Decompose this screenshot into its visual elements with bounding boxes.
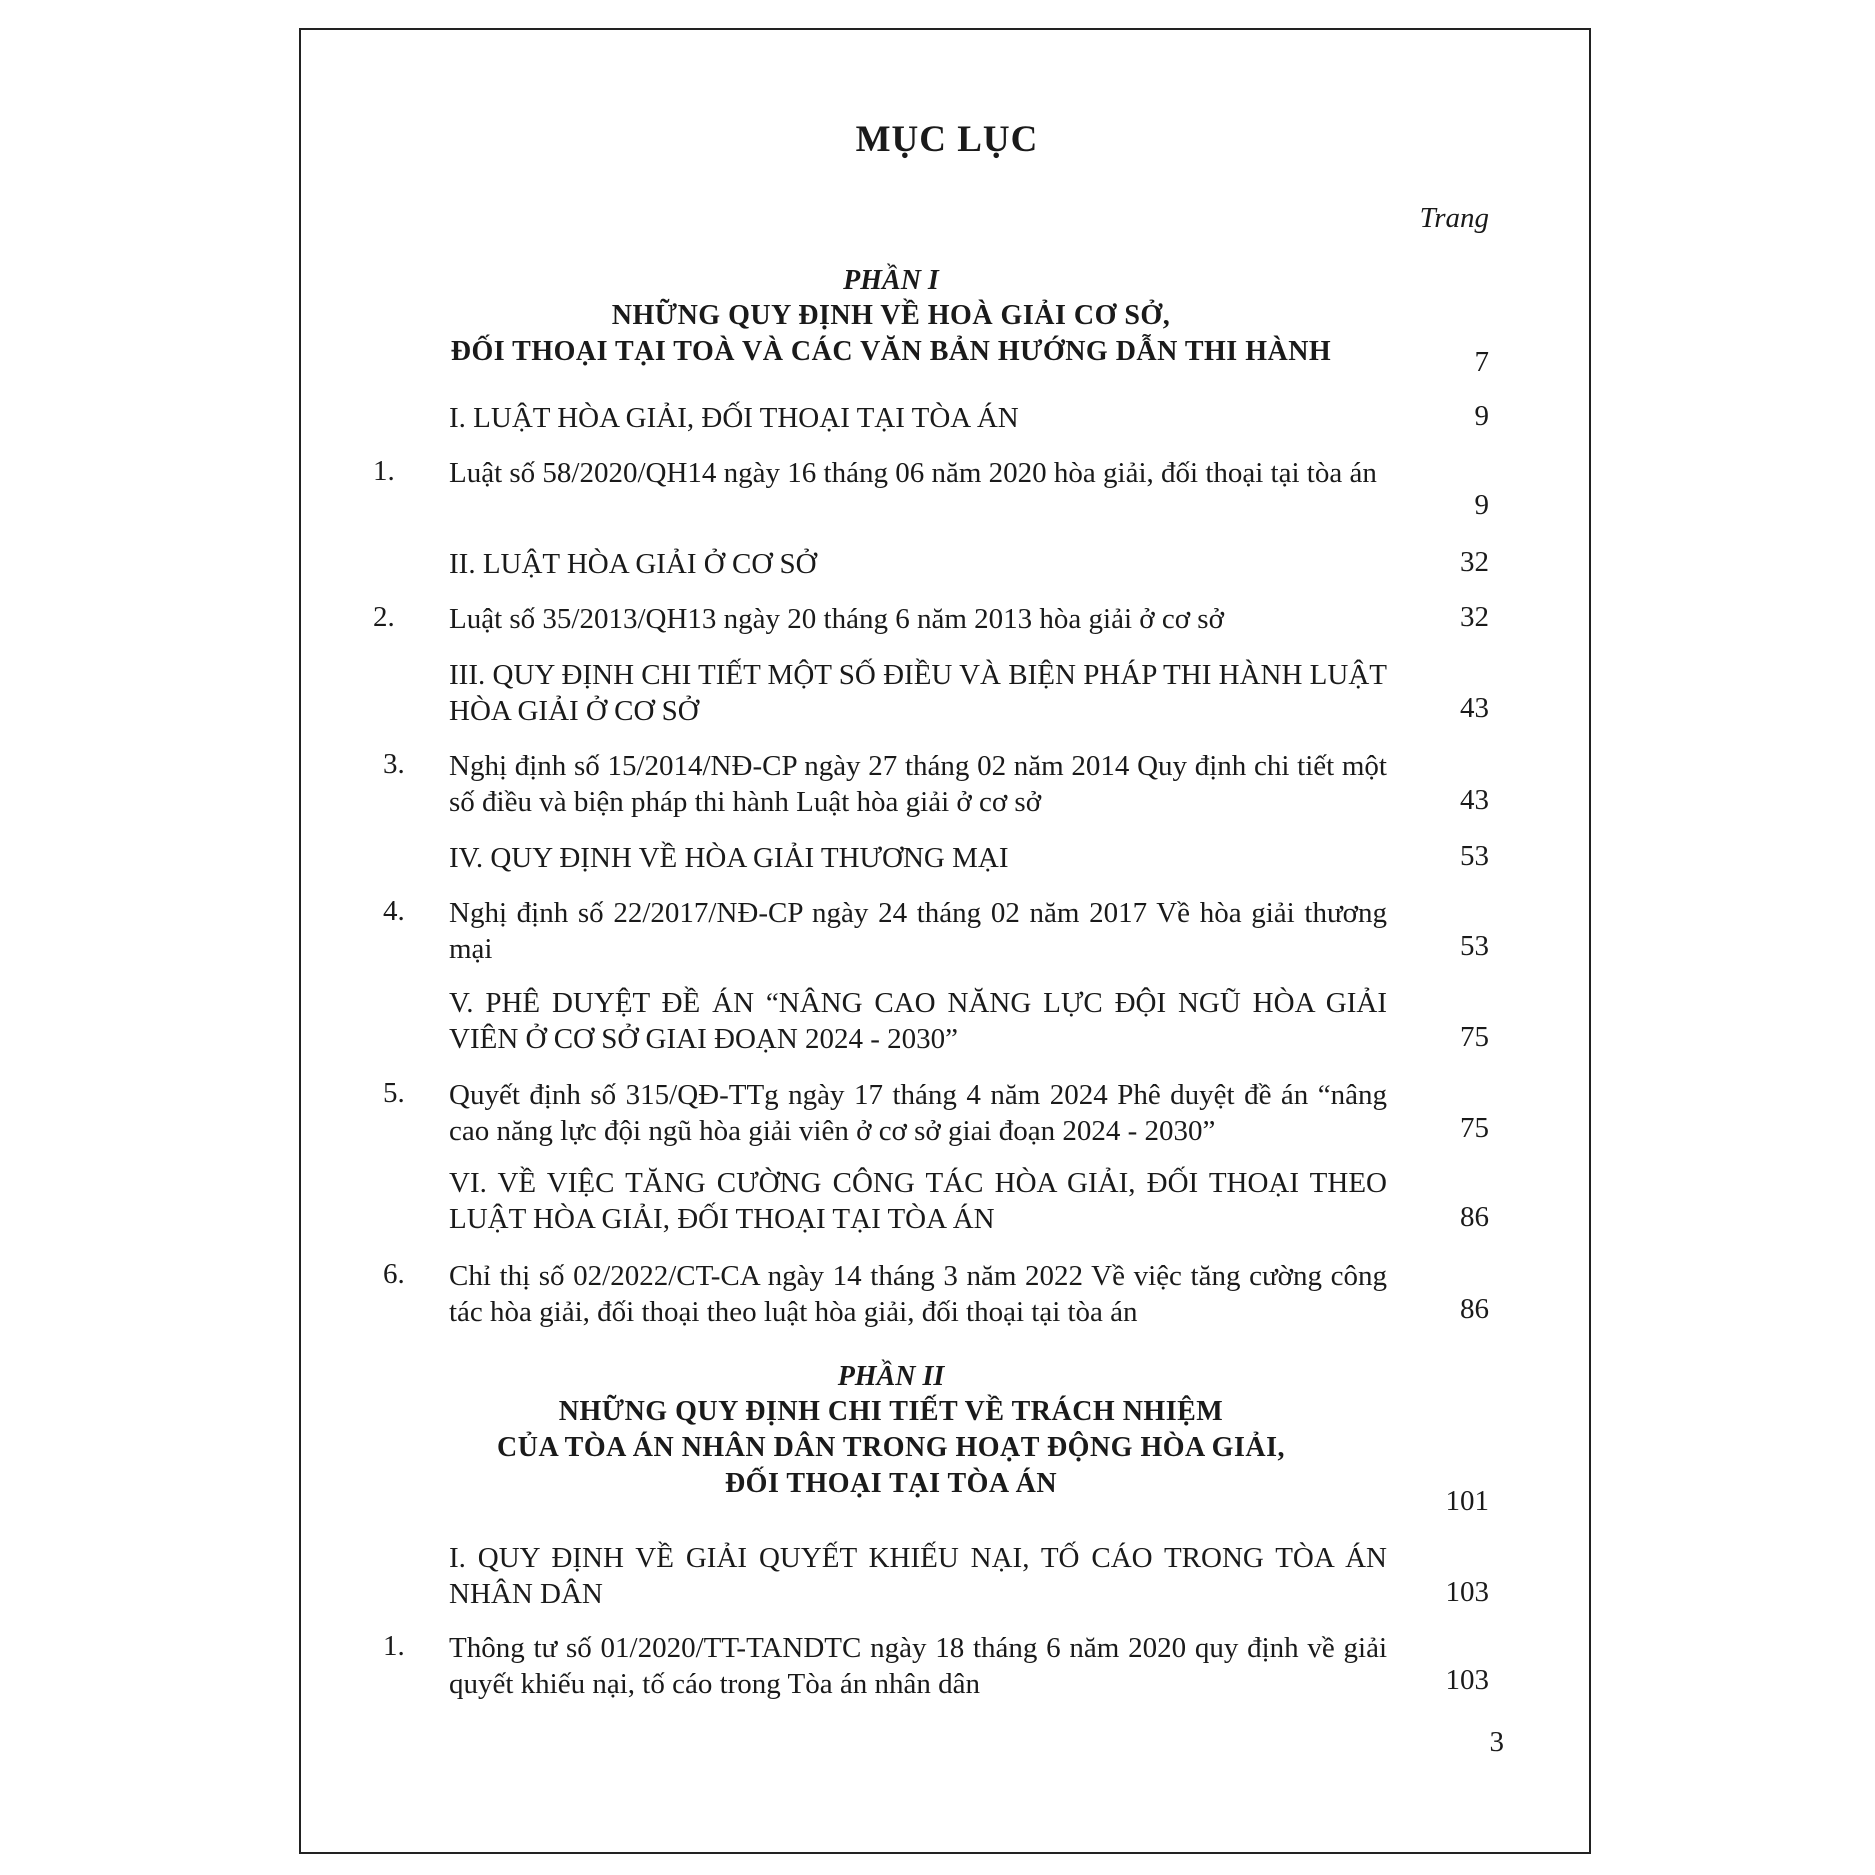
toc-entry-section: IV. QUY ĐỊNH VỀ HÒA GIẢI THƯƠNG MẠI — [449, 842, 1009, 874]
toc-entry-number: 1. — [373, 455, 395, 487]
part-1-heading — [441, 264, 1341, 370]
toc-entry-item: Luật số 58/2020/QH14 ngày 16 tháng 06 năm 2020 hòa giải, đối thoại tại tòa án — [449, 457, 1377, 489]
toc-entry-number: 6. — [383, 1258, 405, 1290]
toc-entry-page: 32 — [1460, 601, 1489, 633]
toc-entry-item: Luật số 35/2013/QH13 ngày 20 tháng 6 năm 2013 hòa giải ở cơ sở — [449, 603, 1224, 635]
toc-entry-page: 32 — [1460, 546, 1489, 578]
toc-entry-section: III. QUY ĐỊNH CHI TIẾT MỘT SỐ ĐIỀU VÀ BIỆN PHÁP THI HÀNH LUẬT HÒA GIẢI Ở CƠ SỞ — [449, 659, 1387, 727]
part-1-label: PHẦN I — [843, 265, 939, 296]
toc-entry-page: 9 — [1474, 400, 1489, 432]
toc-entry-page: 103 — [1445, 1576, 1489, 1608]
part-2-page: 101 — [1445, 1485, 1489, 1517]
toc-entry-section: V. PHÊ DUYỆT ĐỀ ÁN “NÂNG CAO NĂNG LỰC ĐỘI NGŨ HÒA GIẢI VIÊN Ở CƠ SỞ GIAI ĐOẠN 2024 - 2030” — [449, 987, 1387, 1055]
toc-entry-number: 3. — [383, 748, 405, 780]
toc-entry-page: 103 — [1445, 1664, 1489, 1696]
toc-entry-page: 43 — [1460, 692, 1489, 724]
page-column-label: Trang — [1419, 202, 1489, 234]
part-2-label: PHẦN II — [837, 1361, 945, 1392]
toc-entry-item: Quyết định số 315/QĐ-TTg ngày 17 tháng 4 năm 2024 Phê duyệt đề án “nâng cao năng lực đội ngũ hòa giải viên ở cơ sở giai đoạn 2024 - 2030” — [449, 1079, 1387, 1147]
document-page — [299, 28, 1591, 1854]
page-number: 3 — [1489, 1726, 1504, 1758]
toc-entry-section: I. LUẬT HÒA GIẢI, ĐỐI THOẠI TẠI TÒA ÁN — [449, 402, 1019, 434]
part-1-title-line-1: NHỮNG QUY ĐỊNH VỀ HOÀ GIẢI CƠ SỞ, — [611, 300, 1171, 331]
toc-entry-page: 75 — [1460, 1112, 1489, 1144]
toc-entry-page: 53 — [1460, 930, 1489, 962]
toc-heading: MỤC LỤC — [855, 119, 1039, 160]
toc-entry-item: Nghị định số 22/2017/NĐ-CP ngày 24 tháng 02 năm 2017 Về hòa giải thương mại — [449, 897, 1387, 965]
part-2-title-line-2: CỦA TÒA ÁN NHÂN DÂN TRONG HOẠT ĐỘNG HÒA GIẢI, — [497, 1432, 1285, 1463]
toc-entry-section: VI. VỀ VIỆC TĂNG CƯỜNG CÔNG TÁC HÒA GIẢI, ĐỐI THOẠI THEO LUẬT HÒA GIẢI, ĐỐI THOẠI TẠI TÒA ÁN — [449, 1167, 1387, 1235]
toc-entry-number: 4. — [383, 895, 405, 927]
part-2-title-line-1: NHỮNG QUY ĐỊNH CHI TIẾT VỀ TRÁCH NHIỆM — [558, 1396, 1224, 1427]
part-1-page: 7 — [1474, 346, 1489, 378]
toc-entry-page: 43 — [1460, 784, 1489, 816]
toc-entry-number: 5. — [383, 1077, 405, 1109]
toc-entry-page: 75 — [1460, 1021, 1489, 1053]
toc-entry-page: 9 — [1474, 489, 1489, 521]
toc-entry-number: 1. — [383, 1630, 405, 1662]
toc-entry-number: 2. — [373, 601, 395, 633]
toc-entry-item: Thông tư số 01/2020/TT-TANDTC ngày 18 tháng 6 năm 2020 quy định về giải quyết khiếu nại, tố cáo trong Tòa án nhân dân — [449, 1632, 1387, 1700]
part-2-heading — [441, 1360, 1341, 1502]
toc-entry-section: II. LUẬT HÒA GIẢI Ở CƠ SỞ — [449, 548, 817, 580]
toc-entry-section: I. QUY ĐỊNH VỀ GIẢI QUYẾT KHIẾU NẠI, TỐ CÁO TRONG TÒA ÁN NHÂN DÂN — [449, 1542, 1387, 1610]
toc-entry-page: 86 — [1460, 1293, 1489, 1325]
part-1-title-line-2: ĐỐI THOẠI TẠI TOÀ VÀ CÁC VĂN BẢN HƯỚNG DẪN THI HÀNH — [450, 336, 1332, 367]
toc-entry-page: 53 — [1460, 840, 1489, 872]
toc-entry-page: 86 — [1460, 1201, 1489, 1233]
toc-entry-item: Nghị định số 15/2014/NĐ-CP ngày 27 tháng 02 năm 2014 Quy định chi tiết một số điều và biện pháp thi hành Luật hòa giải ở cơ sở — [449, 750, 1387, 818]
part-2-title-line-3: ĐỐI THOẠI TẠI TÒA ÁN — [724, 1468, 1058, 1499]
toc-entry-item: Chỉ thị số 02/2022/CT-CA ngày 14 tháng 3 năm 2022 Về việc tăng cường công tác hòa giải, đối thoại theo luật hòa giải, đối thoại tại tòa án — [449, 1260, 1387, 1328]
